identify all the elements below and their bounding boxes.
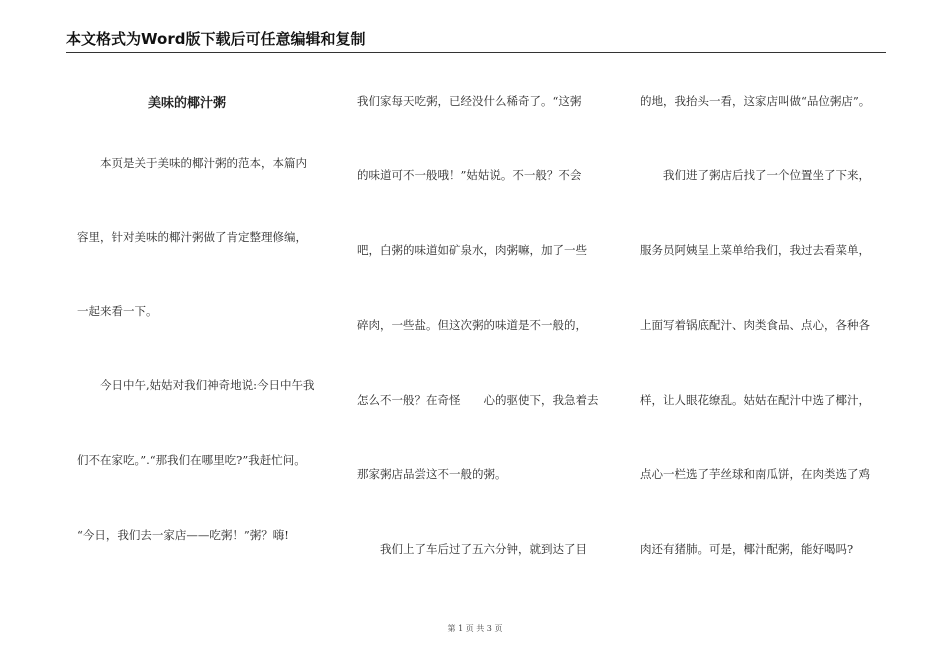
body-line: 那家粥店品尝这不一般的粥。 xyxy=(357,467,507,481)
body-line: 我们家每天吃粥，已经没什么稀奇了。“这粥 xyxy=(357,94,582,108)
document-title: 美味的椰汁粥 xyxy=(148,96,227,111)
body-line: 今日中午,姑姑对我们神奇地说:今日中午我 xyxy=(77,378,315,392)
body-line: 我们进了粥店后找了一个位置坐了下来， xyxy=(640,168,870,182)
body-line: 我们上了车后过了五六分钟，就到达了目 xyxy=(357,542,587,556)
body-line: 一起来看一下。 xyxy=(77,304,158,318)
body-line: 碎肉，一些盐。但这次粥的味道是不一般的， xyxy=(357,318,587,332)
body-line: 的味道可不一般哦！”姑姑说。不一般？不会 xyxy=(357,168,582,182)
page-number-footer: 第 1 页 共 3 页 xyxy=(447,624,503,633)
body-line: 上面写着锅底配汁、肉类食品、点心，各种各 xyxy=(640,318,870,332)
body-line: 点心一栏选了芋丝球和南瓜饼，在肉类选了鸡 xyxy=(640,467,870,481)
body-line: 怎么不一般？在奇怪 心的驱使下，我急着去 xyxy=(357,393,599,407)
body-line: 肉还有猪肺。可是，椰汁配粥，能好喝吗? xyxy=(640,542,854,556)
body-line: “今日，我们去一家店——吃粥！”粥？嗨! xyxy=(77,528,289,542)
body-line: 容里，针对美味的椰汁粥做了肯定整理修编， xyxy=(77,230,307,244)
body-line: 样，让人眼花缭乱。姑姑在配汁中选了椰汁， xyxy=(640,393,870,407)
body-line: 服务员阿姨呈上菜单给我们，我过去看菜单， xyxy=(640,243,870,257)
body-line: 本页是关于美味的椰汁粥的范本，本篇内 xyxy=(77,156,307,170)
page-header xyxy=(66,30,886,53)
header-title: 本文格式为Word版下载后可任意编辑和复制 xyxy=(66,30,366,48)
body-line: 们不在家吃。”.“那我们在哪里吃?”我赶忙问。 xyxy=(77,453,306,467)
body-line: 吧，白粥的味道如矿泉水，肉粥嘛，加了一些 xyxy=(357,243,587,257)
body-line: 的地，我抬头一看，这家店叫做“品位粥店”。 xyxy=(640,94,871,108)
